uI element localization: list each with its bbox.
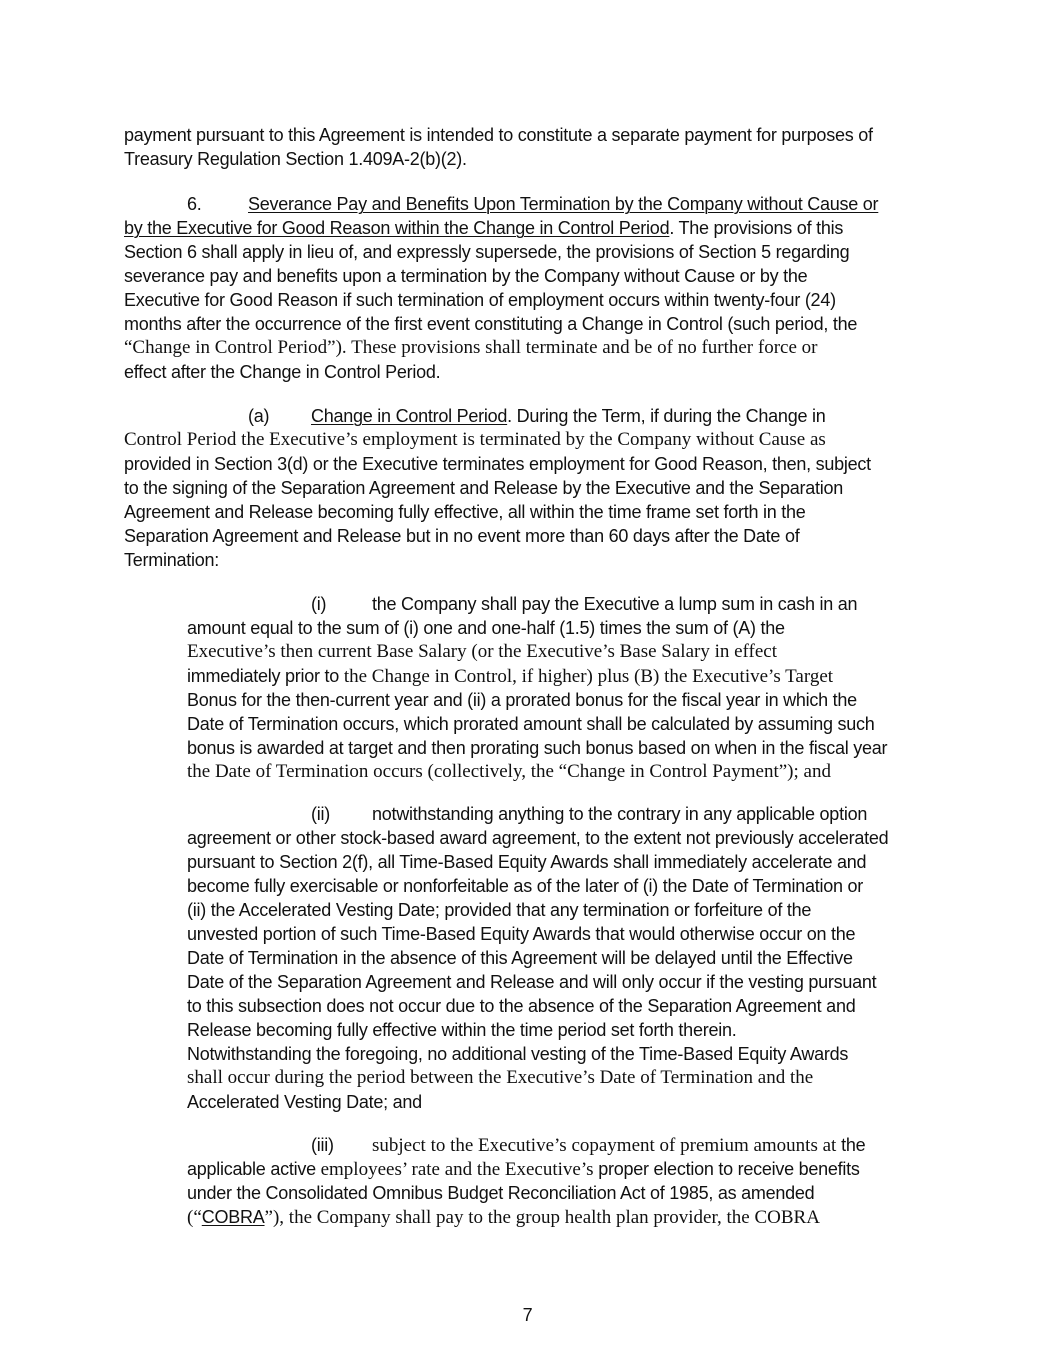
paragraph-line: the Date of Termination occurs (collectively, the “Change in Control Payment”); and [187, 761, 831, 782]
paragraph-line: under the Consolidated Omnibus Budget Reconciliation Act of 1985, as amended [187, 1183, 815, 1203]
paragraph-line: amount equal to the sum of (i) one and one-half (1.5) times the sum of (A) the [187, 618, 785, 638]
paragraph-line: applicable active employees’ rate and the Executive’s proper election to receive benefits [187, 1159, 860, 1180]
paragraph-line: Control Period the Executive’s employment is terminated by the Company without Cause as [124, 429, 826, 450]
paragraph-line: become fully exercisable or nonforfeitable as of the later of (i) the Date of Termination or [187, 876, 864, 896]
section-heading: Severance Pay and Benefits Upon Termination by the Company without Cause or [248, 194, 879, 214]
paragraph-line: Date of Termination occurs, which prorated amount shall be calculated by assuming such [187, 714, 875, 734]
paragraph-line: to this subsection does not occur due to the absence of the Separation Agreement and [187, 996, 856, 1016]
paragraph-line: Executive for Good Reason if such termination of employment occurs within twenty-four (24) [124, 290, 836, 310]
paragraph-line: Date of the Separation Agreement and Release and will only occur if the vesting pursuant [187, 972, 877, 992]
item-label: (iii) [311, 1135, 334, 1155]
document-page: payment pursuant to this Agreement is intended to constitute a separate payment for purposes of Treasury Regulation Section 1.409A-2(b)(2). 6. Severance Pay and Benefits Upon Termination by the Company without Cause or by the Executive for Good Reason within the Change in Control Period. The provisions of this Section 6 shall apply in lieu of, and expressly supersede, the provisions of Section 5 regarding severance pay and benefits upon a termination by the Company without Cause or by the Executive for Good Reason if such termination of employment occurs within twenty-four (24) months after the occurrence of the first event constituting a Change in Control (such period, the “Change in Control Period”). These provisions shall terminate and be of no further force or effect after the Change in Control Period. (a) Change in Control Period. During the Term, if during the Change in Control Period the Executive’s employment is terminated by the Company without Cause as provided in Section 3(d) or the Executive terminates employment for Good Reason, then, subject to the signing of the Separation Agreement and Release by the Executive and the Separation Agreement and Release becoming fully effective, all within the time frame set forth in the Separation Agreement and Release but in no event more than 60 days after the Date of Termination: (i) the Company shall pay the Executive a lump sum in cash in an amount equal to the sum of (i) one and one-half (1.5) times the sum of (A) the Executive’s then current Base Salary (or the Executive’s Base Salary in effect immediately prior to the Change in Control, if higher) plus (B) the Executive’s Target Bonus for the then-current year and (ii) a prorated bonus for the fiscal year in which the Date of Termination occurs, which prorated amount shall be calculated by assuming such bonus is awarded at target and then prorating such bonus based on when in the fiscal year the Date of Termination occurs (collectively, the “Change in Control Payment”); and (ii) notwithstanding anything to the contrary in any applicable option agreement or other stock-based award agreement, to the extent not previously accelerated pursuant to Section 2(f), all Time-Based Equity Awards shall immediately accelerate and become fully exercisable or nonforfeitable as of the later of (i) the Date of Termination or (ii) the Accelerated Vesting Date; provided that any termination or forfeiture of the unvested portion of such Time-Based Equity Awards that would otherwise occur on the Date of Termination in the absence of this Agreement will be delayed until the Effective Date of the Separation Agreement and Release and will only occur if the vesting pursuant to this subsection does not occur due to the absence of the Separation Agreement and Release becoming fully effective within the time period set forth therein. Notwithstanding the foregoing, no additional vesting of the Time-Based Equity Awards shall occur during the period between the Executive’s Date of Termination and the Accelerated Vesting Date; and (iii) subject to the Executive’s copayment of premium amounts at the applicable active employees’ rate and the Executive’s proper election to receive benefits under the Consolidated Omnibus Budget Reconciliation Act of 1985, as amended (“COBRA”), the Company shall pay to the group health plan provider, the COBRA 7 [0, 0, 1055, 1365]
paragraph-line: unvested portion of such Time-Based Equity Awards that would otherwise occur on the [187, 924, 856, 944]
paragraph-line: agreement or other stock-based award agreement, to the extent not previously accelerated [187, 828, 889, 848]
paragraph-line: to the signing of the Separation Agreement and Release by the Executive and the Separation [124, 478, 844, 498]
paragraph-line: immediately prior to the Change in Control, if higher) plus (B) the Executive’s Target [187, 666, 834, 687]
paragraph-line: months after the occurrence of the first event constituting a Change in Control (such period, the [124, 314, 858, 334]
paragraph-line: Section 6 shall apply in lieu of, and expressly supersede, the provisions of Section 5 regarding [124, 242, 850, 262]
paragraph-line: shall occur during the period between the Executive’s Date of Termination and the [187, 1067, 814, 1088]
subsection-heading: Change in Control Period [311, 406, 508, 426]
paragraph-line: Date of Termination in the absence of this Agreement will be delayed until the Effective [187, 948, 853, 968]
paragraph-line: (ii) the Accelerated Vesting Date; provided that any termination or forfeiture of the [187, 900, 812, 920]
section-6-heading-line: by the Executive for Good Reason within the Change in Control Period. The provisions of this [124, 218, 844, 238]
item-label: (i) [311, 594, 327, 614]
paragraph-line: Release becoming fully effective within the time period set forth therein. [187, 1020, 737, 1040]
page-number: 7 [522, 1305, 533, 1325]
section-number: 6. [187, 194, 202, 214]
paragraph-line: provided in Section 3(d) or the Executive terminates employment for Good Reason, then, subject [124, 454, 871, 474]
paragraph-line: Notwithstanding the foregoing, no additional vesting of the Time-Based Equity Awards [187, 1044, 849, 1064]
paragraph-line: Treasury Regulation Section 1.409A-2(b)(2). [124, 149, 467, 169]
paragraph-line: payment pursuant to this Agreement is intended to constitute a separate payment for purposes of [124, 125, 873, 145]
paragraph-line: Executive’s then current Base Salary (or the Executive’s Base Salary in effect [187, 641, 778, 662]
paragraph-line: severance pay and benefits upon a termination by the Company without Cause or by the [124, 266, 808, 286]
paragraph-line: “Change in Control Period”). These provisions shall terminate and be of no further force or [124, 337, 818, 358]
paragraph-line: Termination: [124, 550, 220, 570]
item-label: (ii) [311, 804, 330, 824]
paragraph-line: bonus is awarded at target and then prorating such bonus based on when in the fiscal year [187, 738, 888, 758]
paragraph-line: Agreement and Release becoming fully effective, all within the time frame set forth in the [124, 502, 806, 522]
paragraph-line: Accelerated Vesting Date; and [187, 1092, 422, 1112]
paragraph-line: effect after the Change in Control Period. [124, 362, 441, 382]
paragraph-line: pursuant to Section 2(f), all Time-Based Equity Awards shall immediately accelerate and [187, 852, 867, 872]
paragraph-line: Bonus for the then-current year and (ii) a prorated bonus for the fiscal year in which the [187, 690, 857, 710]
paragraph-line: Separation Agreement and Release but in no event more than 60 days after the Date of [124, 526, 800, 546]
subsection-label: (a) [248, 406, 270, 426]
defined-term: COBRA [201, 1207, 265, 1227]
section-heading: by the Executive for Good Reason within the Change in Control Period [124, 218, 670, 238]
paragraph-line: (“COBRA”), the Company shall pay to the group health plan provider, the COBRA [187, 1207, 820, 1228]
